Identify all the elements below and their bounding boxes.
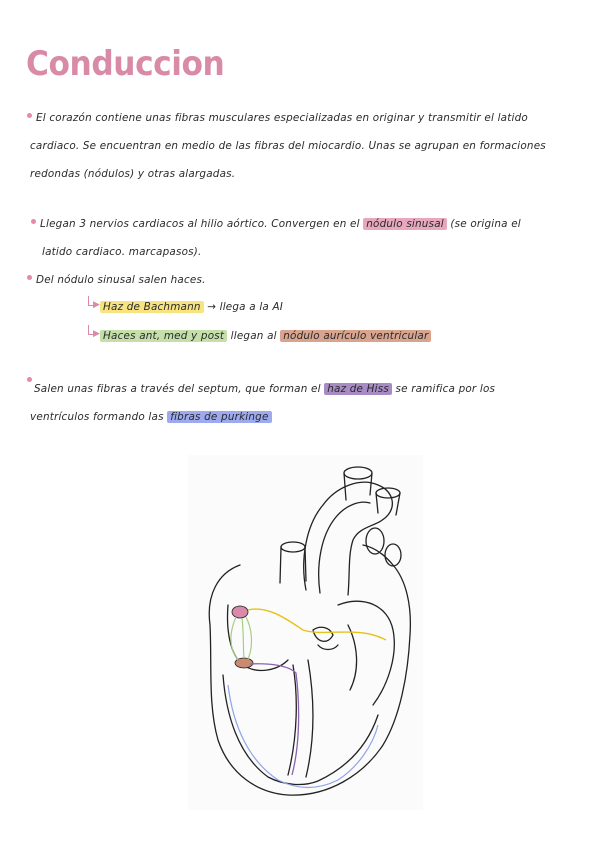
left-inner-wall [348,625,357,690]
paragraph-1-line-2: cardiaco. Se encuentran en medio de las fibras del miocardio. Unas se agrupan en formaciones [30,140,546,152]
sub-arrow-tip-icon: ▶ [93,329,100,339]
bullet-point [31,219,36,224]
vessel-top-1 [344,467,372,479]
valve [313,627,333,641]
vena-cava [281,542,305,552]
paragraph-4-line-2 [30,411,272,423]
haces-text: llegan al [230,330,277,342]
bullet-point [27,275,32,280]
arrow-right-icon: → [207,301,217,313]
paragraph-2-text-b: (se origina el [450,218,521,230]
paragraph-2-line-1 [40,218,521,230]
nodulo-av-highlight: nódulo aurículo ventricular [280,330,431,342]
vessel-top-2 [376,488,400,498]
valve-2 [318,645,338,650]
paragraph-4-text-a: Salen unas fibras a través del septum, que forman el [34,383,321,395]
fibras-purkinje-highlight: fibras de purkinge [167,411,271,423]
pulmonary-vessel-2 [385,544,401,566]
left-chamber [338,601,394,705]
paragraph-4-text-b: se ramifica por los [395,383,496,395]
sub-arrow-tip-icon: ▶ [93,300,100,310]
aorta-inner [319,502,370,593]
page-title: Conduccion [26,44,225,84]
ventricle-inner [223,675,378,784]
bachmann-bundle [248,609,386,640]
heart-illustration [188,455,423,810]
bullet-point [27,113,32,118]
haces-highlight: Haces ant, med y post [100,330,227,342]
haz-bachmann-highlight: Haz de Bachmann [100,301,204,313]
paragraph-2-text-a: Llegan 3 nervios cardiacos al hilio aórtico. Convergen en el [40,218,360,230]
paragraph-4-line-1 [34,383,495,395]
paragraph-2-line-2: latido cardiaco. marcapasos). [42,246,202,258]
nodulo-sinusal-highlight: nódulo sinusal [363,218,447,230]
paragraph-3-intro: Del nódulo sinusal salen haces. [36,274,206,286]
internodal-tracts [231,617,252,660]
haz-bachmann-text: llega a la AI [219,301,284,313]
paragraph-4-text-c: ventrículos formando las [30,411,164,423]
purkinje-fibers [228,685,378,788]
paragraph-1-line-3: redondas (nódulos) y otras alargadas. [30,168,236,180]
haces-line [100,330,431,342]
paragraph-1-line-1: El corazón contiene unas fibras musculares especializadas en originar y transmitir el latido [36,112,528,124]
septum-2 [306,660,313,777]
sinus-node [232,606,248,618]
bullet-point [27,377,32,382]
aorta [304,482,393,595]
heart-conduction-diagram [188,455,423,810]
haz-hiss-highlight: haz de Hiss [324,383,392,395]
haz-bachmann-line [100,301,283,313]
